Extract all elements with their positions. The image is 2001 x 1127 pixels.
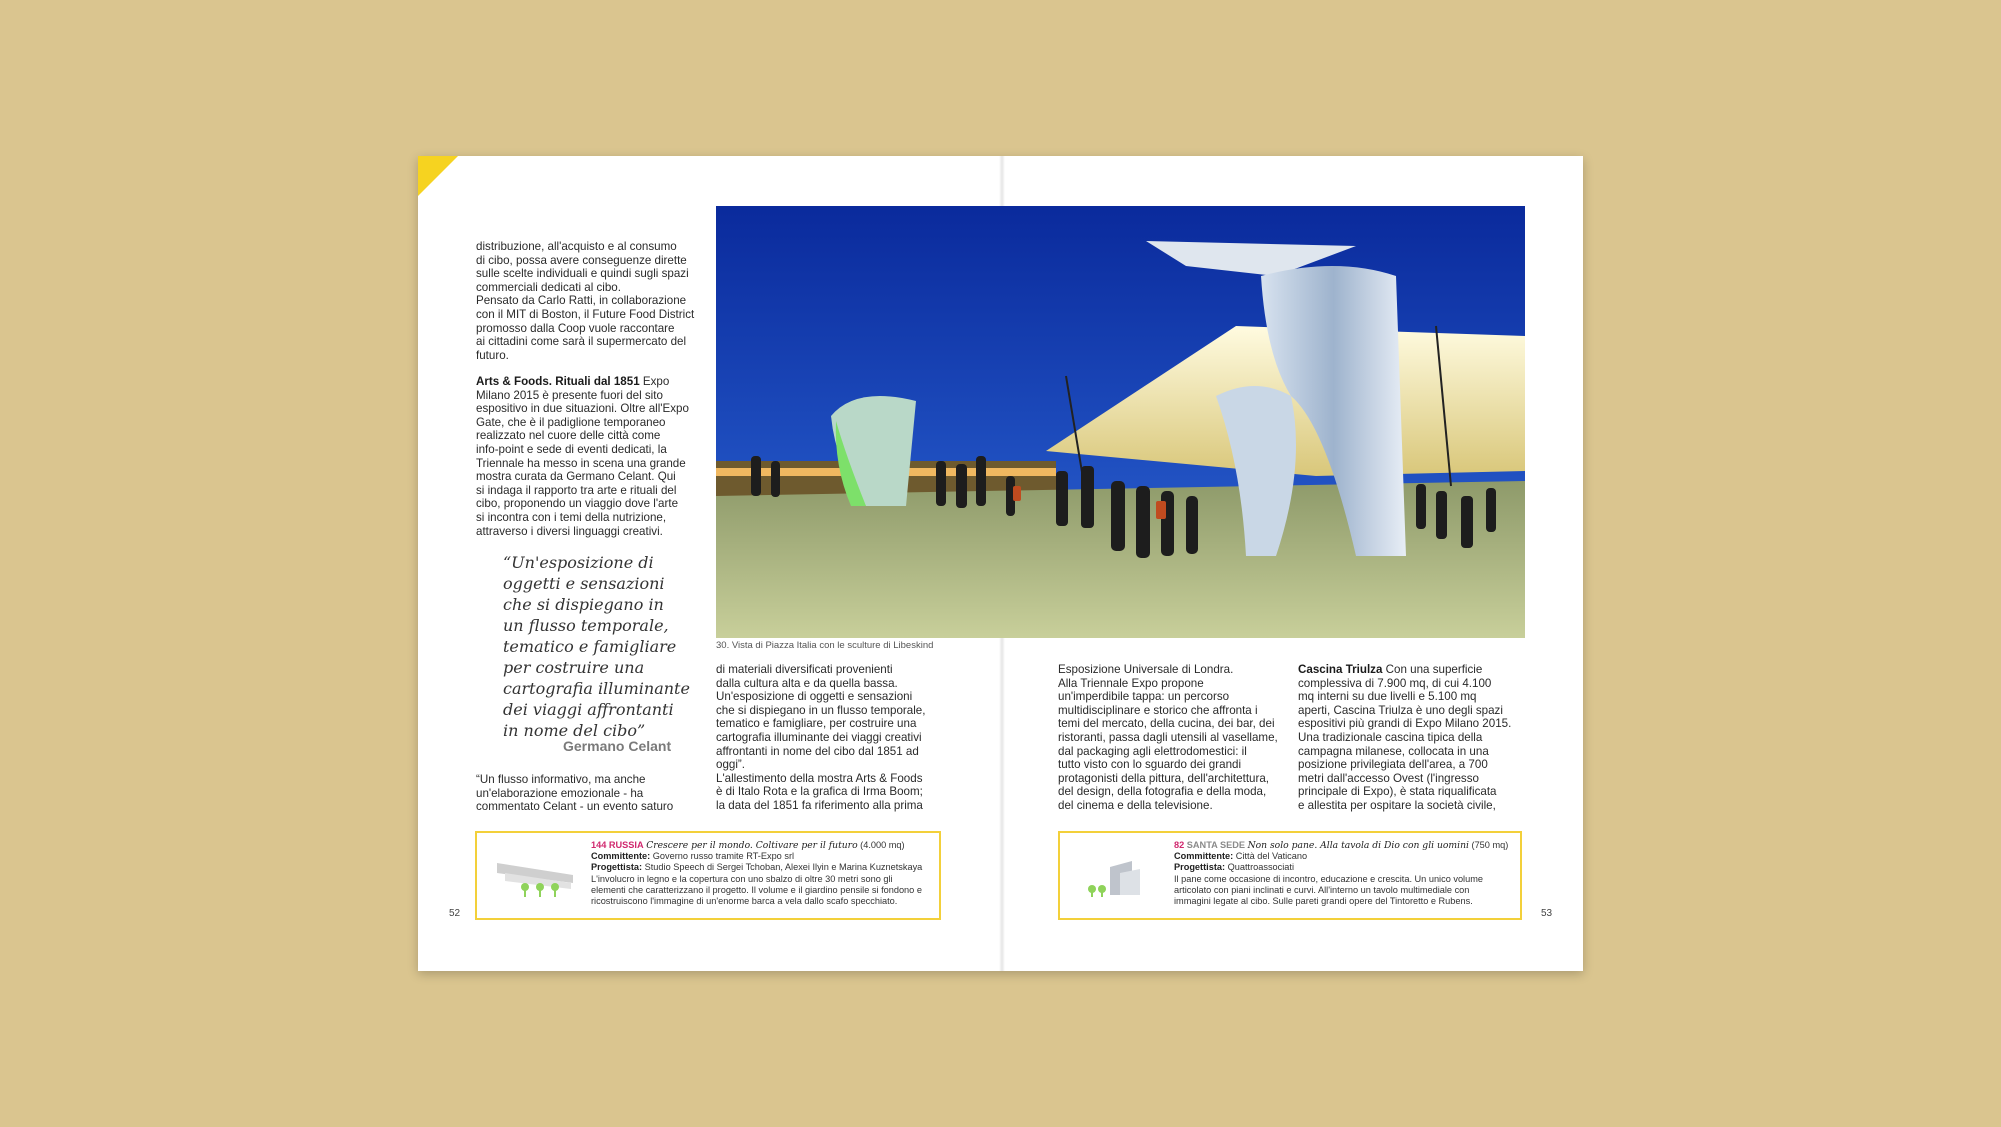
- quote-line: dei viaggi affrontanti: [503, 700, 674, 719]
- page-number-right: 53: [1541, 908, 1553, 919]
- quote-line: per costruire una: [503, 658, 645, 677]
- pavilion-title: Crescere per il mondo. Coltivare per il futuro: [646, 840, 858, 851]
- quote-line: cartografia illuminante: [503, 679, 690, 698]
- piazza-italia-photo: [716, 206, 1525, 638]
- text-line: aperti, Cascina Triulza è uno degli spazi: [1298, 703, 1503, 717]
- page-number-left: 52: [449, 908, 461, 919]
- pavilion-country: SANTA SEDE: [1186, 840, 1245, 850]
- progettista-line: [1174, 862, 1512, 873]
- text-line: espositivo in due situazioni. Oltre all'Expo: [476, 402, 689, 416]
- quote-line: oggetti e sensazioni: [503, 574, 665, 593]
- description-line: Il pane come occasione di incontro, educazione e crescita. Un unico volume: [1174, 873, 1483, 884]
- text-line: protagonisti della pittura, dell'architettura,: [1058, 771, 1270, 785]
- text-line: Con una superficie: [1382, 663, 1483, 676]
- arts-foods-section: [476, 375, 711, 538]
- committente-label: Committente:: [591, 851, 651, 862]
- description-line: ricostruiscono l'immagine di un'enorme barca a vela dallo scafo specchiato.: [591, 896, 898, 907]
- pavilion-number: 82: [1174, 840, 1185, 850]
- yellow-corner-tab: [418, 156, 458, 196]
- text-line: distribuzione, all'acquisto e al consumo: [476, 240, 677, 253]
- description-line: articolato con piani inclinati e curvi. All'interno un tavolo multimediale con: [1174, 884, 1470, 895]
- progettista-label: Progettista:: [1174, 862, 1226, 873]
- left-bottom-text: [476, 773, 706, 814]
- pavilion-number: 144: [591, 840, 607, 850]
- text-line: mostra curata da Germano Celant. Qui: [476, 470, 676, 484]
- text-line: espositivi più grandi di Expo Milano 2015.: [1298, 717, 1512, 731]
- infobox-russia: [475, 831, 941, 920]
- text-line: si indaga il rapporto tra arte e rituali del: [476, 483, 677, 497]
- text-line: la data del 1851 fa riferimento alla prima: [716, 798, 923, 812]
- infobox-santa-sede: [1058, 831, 1522, 920]
- committente-value: Città del Vaticano: [1235, 851, 1308, 862]
- text-line: info-point e sede di eventi dedicati, la: [476, 442, 667, 456]
- left-intro-text: [476, 240, 706, 362]
- pavilion-country: RUSSIA: [608, 840, 644, 850]
- text-line: attraverso i diversi linguaggi creativi.: [476, 524, 663, 538]
- infobox-russia-text: [591, 840, 931, 907]
- photo-illustration: [716, 206, 1525, 638]
- pull-quote: [503, 552, 703, 741]
- text-line: un'imperdibile tappa: un percorso: [1058, 690, 1230, 704]
- text-line: è di Italo Rota e la grafica di Irma Boom;: [716, 785, 923, 799]
- text-line: di materiali diversificati provenienti: [716, 663, 893, 676]
- infobox-title-line: [1174, 840, 1512, 851]
- text-line: mq interni su due livelli e 5.100 mq: [1298, 690, 1477, 704]
- arts-first-line: [476, 375, 711, 389]
- text-line: ristoranti, passa dagli utensili al vasellame,: [1058, 730, 1278, 744]
- photo-caption: 30. Vista di Piazza Italia con le sculture di Libeskind: [716, 640, 934, 651]
- text-line: principale di Expo), è stata riqualificata: [1298, 785, 1497, 799]
- text-line: dal packaging agli elettrodomestici: il: [1058, 744, 1247, 758]
- cascina-first-line: [1298, 663, 1533, 677]
- text-line: “Un flusso informativo, ma anche: [476, 773, 646, 786]
- text-line: temi del mercato, della cucina, dei bar, dei: [1058, 717, 1275, 731]
- text-line: posizione privilegiata dell'area, a 700: [1298, 758, 1488, 772]
- text-line: affrontanti in nome del cibo dal 1851 ad: [716, 744, 919, 758]
- committente-label: Committente:: [1174, 851, 1234, 862]
- progettista-value: Quattroassociati: [1227, 862, 1295, 873]
- text-line: sulle scelte individuali e quindi sugli spazi: [476, 267, 689, 281]
- pavilion-title: Non solo pane. Alla tavola di Dio con gli uomini: [1247, 840, 1469, 851]
- progettista-value: Studio Speech di Sergei Tchoban, Alexei Ilyin e Marina Kuznetskaya: [644, 862, 923, 873]
- text-line: futuro.: [476, 348, 509, 362]
- left-column-2-text: [716, 663, 956, 813]
- santa-sede-pavilion-icon: [1080, 855, 1160, 899]
- text-line: ai cittadini come sarà il supermercato del: [476, 335, 687, 349]
- text-line: e allestita per ospitare la società civile,: [1298, 798, 1496, 812]
- text-line: si incontra con i temi della nutrizione,: [476, 510, 667, 524]
- text-line: promosso dalla Coop vuole raccontare: [476, 321, 675, 335]
- text-line: oggi”.: [716, 758, 746, 772]
- description-line: immagini legate al cibo. Sulle pareti grandi opere del Tintoretto e Rubens.: [1174, 896, 1473, 907]
- pavilion-area: (750 mq): [1471, 840, 1509, 850]
- text-line: Expo: [639, 375, 670, 388]
- right-column-1-text: [1058, 663, 1298, 813]
- text-line: Alla Triennale Expo propone: [1058, 676, 1204, 690]
- text-line: Milano 2015 è presente fuori del sito: [476, 388, 663, 402]
- text-line: Pensato da Carlo Ratti, in collaborazione: [476, 294, 687, 308]
- description-line: elementi che caratterizzano il progetto. Il volume e il giardino pensile si fondono e: [591, 884, 922, 895]
- text-line: Esposizione Universale di Londra.: [1058, 663, 1234, 676]
- pavilion-area: (4.000 mq): [860, 840, 905, 850]
- quote-line: tematico e famigliare: [503, 637, 677, 656]
- text-line: metri dall'accesso Ovest (l'ingresso: [1298, 771, 1479, 785]
- text-line: che si dispiegano in un flusso temporale,: [716, 703, 926, 717]
- text-line: del cinema e della televisione.: [1058, 798, 1213, 812]
- arts-heading: Arts & Foods. Rituali dal 1851: [476, 375, 640, 388]
- text-line: campagna milanese, collocata in una: [1298, 744, 1489, 758]
- text-line: realizzato nel cuore delle città come: [476, 429, 661, 443]
- text-line: Un'esposizione di oggetti e sensazioni: [716, 690, 913, 704]
- description-line: L'involucro in legno e la copertura con uno sbalzo di oltre 30 metri sono gli: [591, 873, 893, 884]
- text-line: complessiva di 7.900 mq, di cui 4.100: [1298, 676, 1492, 690]
- quote-line: “Un'esposizione di: [503, 553, 654, 572]
- text-line: multidisciplinare e storico che affronta i: [1058, 703, 1258, 717]
- text-line: Triennale ha messo in scena una grande: [476, 456, 686, 470]
- text-line: Una tradizionale cascina tipica della: [1298, 730, 1483, 744]
- text-line: cibo, proponendo un viaggio dove l'arte: [476, 497, 679, 511]
- text-line: cartografia illuminante dei viaggi creativi: [716, 730, 922, 744]
- committente-value: Governo russo tramite RT-Expo srl: [652, 851, 795, 862]
- russia-pavilion-icon: [495, 853, 575, 899]
- quote-line: in nome del cibo”: [503, 721, 646, 740]
- quote-line: un flusso temporale,: [503, 616, 669, 635]
- text-line: con il MIT di Boston, il Future Food District: [476, 307, 695, 321]
- text-line: L'allestimento della mostra Arts & Foods: [716, 771, 923, 785]
- text-line: Gate, che è il padiglione temporaneo: [476, 415, 666, 429]
- text-line: un'elaborazione emozionale - ha: [476, 786, 644, 800]
- committente-line: [591, 851, 931, 862]
- text-line: dalla cultura alta e da quella bassa.: [716, 676, 898, 690]
- committente-line: [1174, 851, 1512, 862]
- quote-author: Germano Celant: [563, 738, 672, 754]
- infobox-santa-sede-text: [1174, 840, 1512, 907]
- cascina-triulza-section: [1298, 663, 1533, 813]
- infobox-title-line: [591, 840, 931, 851]
- progettista-line: [591, 862, 931, 873]
- text-line: commentato Celant - un evento saturo: [476, 800, 674, 814]
- text-line: di cibo, possa avere conseguenze dirette: [476, 253, 687, 267]
- progettista-label: Progettista:: [591, 862, 643, 873]
- cascina-heading: Cascina Triulza: [1298, 663, 1383, 676]
- quote-line: che si dispiegano in: [503, 595, 664, 614]
- text-line: tutto visto con lo sguardo dei grandi: [1058, 758, 1242, 772]
- text-line: tematico e famigliare, per costruire una: [716, 717, 917, 731]
- magazine-spread: [418, 156, 1583, 971]
- text-line: commerciali dedicati al cibo.: [476, 280, 621, 294]
- text-line: del design, della fotografia e della moda,: [1058, 785, 1267, 799]
